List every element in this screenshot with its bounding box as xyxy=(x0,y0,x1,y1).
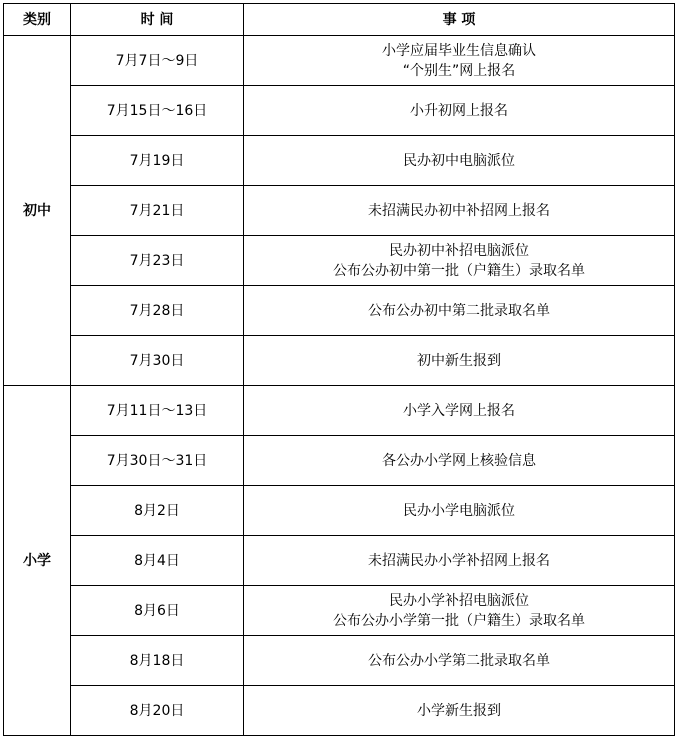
item-text: 小学入学网上报名 xyxy=(403,402,515,419)
item-cell xyxy=(244,686,675,736)
header-item: 事 项 xyxy=(244,4,675,36)
time-cell: 7月21日 xyxy=(71,186,244,236)
time-cell: 7月30日～31日 xyxy=(71,436,244,486)
item-cell xyxy=(244,436,675,486)
table-body xyxy=(4,36,675,736)
item-text: 小升初网上报名 xyxy=(410,102,508,119)
table-row xyxy=(4,336,675,386)
table-row xyxy=(4,36,675,86)
item-text: 民办小学补招电脑派位 xyxy=(389,592,529,609)
table-row xyxy=(4,286,675,336)
table-row xyxy=(4,86,675,136)
item-text: 未招满民办小学补招网上报名 xyxy=(368,552,550,569)
time-cell: 8月2日 xyxy=(71,486,244,536)
item-cell xyxy=(244,36,675,86)
time-cell: 8月20日 xyxy=(71,686,244,736)
item-text: 小学应届毕业生信息确认 xyxy=(382,42,536,59)
item-text: 公布公办初中第二批录取名单 xyxy=(368,302,550,319)
table-row xyxy=(4,136,675,186)
item-cell xyxy=(244,536,675,586)
table-row xyxy=(4,386,675,436)
item-text: 小学新生报到 xyxy=(417,702,501,719)
item-text: 公布公办小学第二批录取名单 xyxy=(368,652,550,669)
item-cell xyxy=(244,386,675,436)
item-text: 民办小学电脑派位 xyxy=(403,502,515,519)
item-text: 民办初中补招电脑派位 xyxy=(389,242,529,259)
time-cell: 7月28日 xyxy=(71,286,244,336)
category-cell: 小学 xyxy=(4,386,71,736)
item-cell xyxy=(244,586,675,636)
header-time: 时 间 xyxy=(71,4,244,36)
time-cell: 8月4日 xyxy=(71,536,244,586)
table-row xyxy=(4,236,675,286)
item-cell xyxy=(244,86,675,136)
table-row xyxy=(4,636,675,686)
item-text: “个别生”网上报名 xyxy=(402,62,516,79)
table-row xyxy=(4,436,675,486)
time-cell: 7月11日～13日 xyxy=(71,386,244,436)
item-cell xyxy=(244,186,675,236)
table-row xyxy=(4,486,675,536)
time-cell: 7月23日 xyxy=(71,236,244,286)
item-text: 各公办小学网上核验信息 xyxy=(382,452,536,469)
item-cell xyxy=(244,136,675,186)
item-text: 民办初中电脑派位 xyxy=(403,152,515,169)
item-cell xyxy=(244,486,675,536)
table-row xyxy=(4,536,675,586)
item-cell xyxy=(244,336,675,386)
table-row xyxy=(4,586,675,636)
item-cell xyxy=(244,236,675,286)
table-header-row xyxy=(4,4,675,36)
table-row xyxy=(4,186,675,236)
item-text: 公布公办小学第一批（户籍生）录取名单 xyxy=(333,612,585,629)
time-cell: 7月30日 xyxy=(71,336,244,386)
time-cell: 7月7日～9日 xyxy=(71,36,244,86)
header-category: 类别 xyxy=(4,4,71,36)
item-cell xyxy=(244,636,675,686)
time-cell: 8月18日 xyxy=(71,636,244,686)
time-cell: 7月19日 xyxy=(71,136,244,186)
item-text: 初中新生报到 xyxy=(417,352,501,369)
item-text: 未招满民办初中补招网上报名 xyxy=(368,202,550,219)
table-row xyxy=(4,686,675,736)
category-cell: 初中 xyxy=(4,36,71,386)
item-text: 公布公办初中第一批（户籍生）录取名单 xyxy=(333,262,585,279)
time-cell: 8月6日 xyxy=(71,586,244,636)
enrollment-schedule-table xyxy=(3,3,675,736)
time-cell: 7月15日～16日 xyxy=(71,86,244,136)
item-cell xyxy=(244,286,675,336)
